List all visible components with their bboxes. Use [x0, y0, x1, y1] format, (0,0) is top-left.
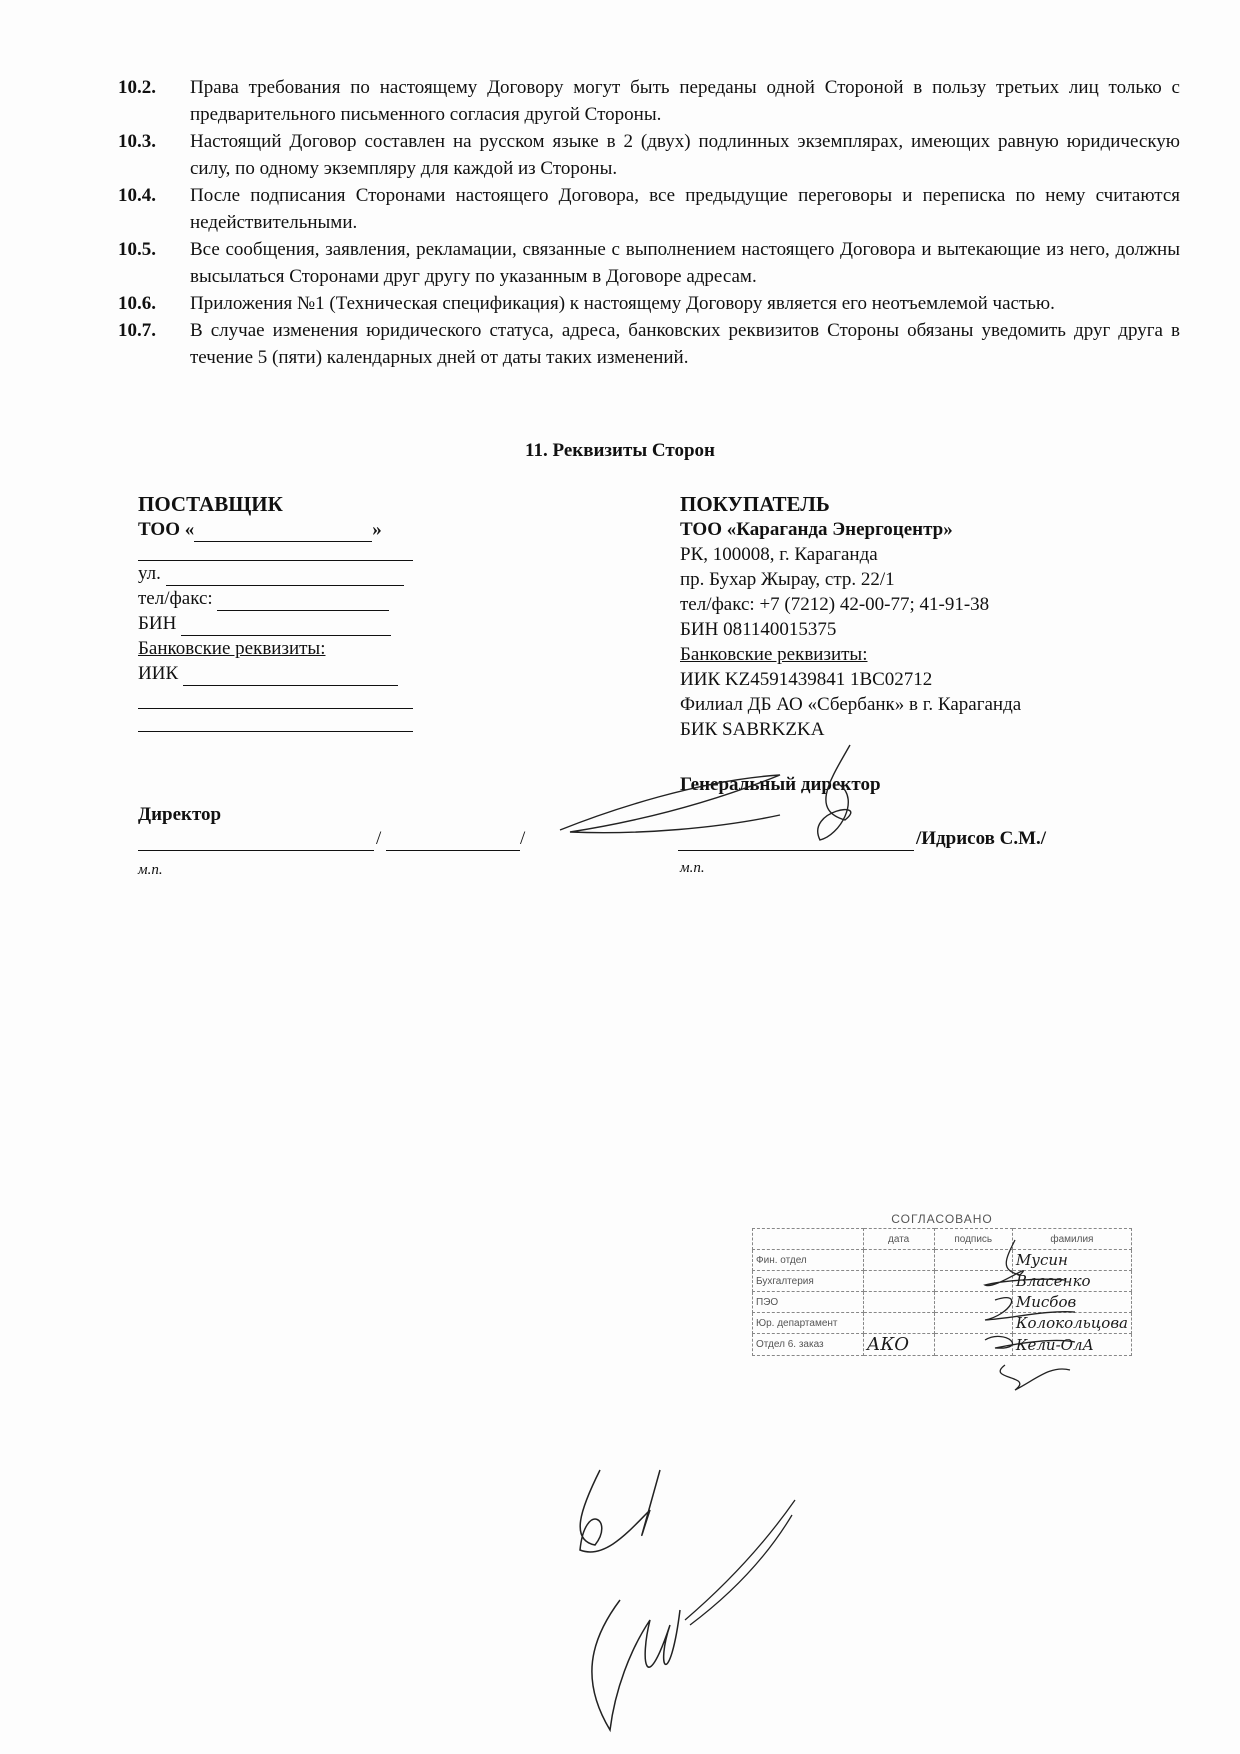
initials-signatures: [560, 1450, 690, 1740]
clause-text: Все сообщения, заявления, рекламации, связанные с выполнением настоящего Договора и вытекающие из него, должны высылаться Сторонами друг другу по указанным в Договоре адресам.: [190, 239, 1180, 287]
clause-number: 10.5.: [118, 239, 156, 260]
bin-label: БИН: [138, 613, 177, 634]
supplier-details: [138, 492, 438, 732]
company-blank: [194, 522, 372, 542]
phone-label: тел/факс:: [138, 588, 213, 609]
buyer-signer-title: Генеральный директор: [680, 774, 881, 795]
surname-cell: Колокольцова: [1012, 1313, 1131, 1334]
clause-10-3: [118, 128, 1180, 182]
company-prefix: ТОО «: [138, 519, 195, 540]
date-cell: [863, 1313, 934, 1334]
buyer-details: [680, 492, 1160, 742]
slash: /: [376, 828, 382, 849]
company-suffix: »: [372, 519, 382, 540]
clause-10-5: [118, 236, 1180, 290]
buyer-bik: БИК SABRKZKA: [680, 719, 825, 740]
header-cell: подпись: [934, 1229, 1012, 1250]
buyer-bin: БИН 081140015375: [680, 619, 837, 640]
header-cell: [753, 1229, 864, 1250]
date-cell: АКО: [863, 1334, 934, 1356]
clause-text: Приложения №1 (Техническая спецификация) к настоящему Договору является его неотъемлемой частью.: [190, 293, 1055, 314]
clause-number: 10.6.: [118, 293, 156, 314]
supplier-bank-label: Банковские реквизиты:: [138, 638, 326, 659]
buyer-address-city: РК, 100008, г. Караганда: [680, 544, 878, 565]
approval-signatures: [975, 1230, 1085, 1395]
dept-cell: Бухгалтерия: [753, 1271, 864, 1292]
stamp-title: СОГЛАСОВАНО: [891, 1212, 993, 1226]
street-label: ул.: [138, 563, 161, 584]
clause-10-6: [118, 290, 1180, 317]
clause-text: После подписания Сторонами настоящего Договора, все предыдущие переговоры и переписка по нему считаются недействительными.: [190, 185, 1180, 233]
clause-text: Права требования по настоящему Договору могут быть переданы одной Стороной в пользу третьих лиц только с предварительного письменного согласия другой Стороны.: [190, 77, 1180, 125]
clause-text: Настоящий Договор составлен на русском языке в 2 (двух) подлинных экземплярах, имеющих равную юридическую силу, по одному экземпляру для каждой из Стороны.: [190, 131, 1180, 179]
director-signature: [550, 740, 900, 850]
buyer-company: ТОО «Караганда Энергоцентр»: [680, 519, 953, 540]
supplier-bin: [138, 611, 438, 636]
surname-cell: Кели-ОлА: [1012, 1334, 1131, 1356]
buyer-role: ПОКУПАТЕЛЬ: [680, 492, 830, 516]
buyer-branch: Филиал ДБ АО «Сбербанк» в г. Караганда: [680, 694, 1022, 715]
supplier-role: ПОСТАВЩИК: [138, 492, 283, 516]
phone-blank: [217, 591, 389, 611]
dept-cell: Отдел 6. заказ: [753, 1334, 864, 1356]
surname-cell: Мисбов: [1012, 1292, 1131, 1313]
iik-blank: [183, 666, 398, 686]
supplier-street: [138, 561, 438, 586]
surname-cell: Мусин: [1012, 1250, 1131, 1271]
supplier-signature-line: [138, 850, 374, 851]
buyer-signer-name: /Идрисов С.М./: [916, 828, 1047, 849]
clause-number: 10.3.: [118, 131, 156, 152]
header-cell: фамилия: [1012, 1229, 1131, 1250]
header-cell: дата: [863, 1229, 934, 1250]
iik-label: ИИК: [138, 663, 179, 684]
bank-blank-line: [138, 709, 413, 732]
bank-blank-line: [138, 686, 413, 709]
date-cell: [863, 1292, 934, 1313]
dept-cell: Юр. департамент: [753, 1313, 864, 1334]
section-title: 11. Реквизиты Сторон: [525, 440, 715, 461]
supplier-iik: [138, 661, 438, 686]
clause-10-7: [118, 317, 1180, 371]
date-cell: [863, 1250, 934, 1271]
surname-cell: Власенко: [1012, 1271, 1131, 1292]
clause-number: 10.4.: [118, 185, 156, 206]
clause-number: 10.2.: [118, 77, 156, 98]
buyer-bank-label: Банковские реквизиты:: [680, 644, 868, 665]
buyer-stamp-place: м.п.: [680, 860, 705, 876]
supplier-stamp-place: м.п.: [138, 862, 163, 878]
slash: /: [520, 828, 526, 849]
diagonal-signature: [680, 1490, 800, 1630]
dept-cell: ПЭО: [753, 1292, 864, 1313]
supplier-signer-title: Директор: [138, 804, 222, 825]
buyer-iik: ИИК KZ4591439841 1BC02712: [680, 669, 933, 690]
bin-blank: [181, 616, 391, 636]
contract-clauses: [118, 74, 1180, 371]
buyer-phone: тел/факс: +7 (7212) 42-00-77; 41-91-38: [680, 594, 990, 615]
clause-10-2: [118, 74, 1180, 128]
buyer-signature-line: [678, 850, 914, 851]
clause-text: В случае изменения юридического статуса, адреса, банковских реквизитов Стороны обязаны уведомить друг друга в течение 5 (пяти) календарных дней от даты таких изменений.: [190, 320, 1180, 368]
clause-10-4: [118, 182, 1180, 236]
date-cell: [863, 1271, 934, 1292]
supplier-name-line: [386, 850, 520, 851]
clause-number: 10.7.: [118, 320, 156, 341]
supplier-phone: [138, 586, 438, 611]
buyer-address-street: пр. Бухар Жырау, стр. 22/1: [680, 569, 895, 590]
dept-cell: Фин. отдел: [753, 1250, 864, 1271]
street-blank: [166, 566, 404, 586]
